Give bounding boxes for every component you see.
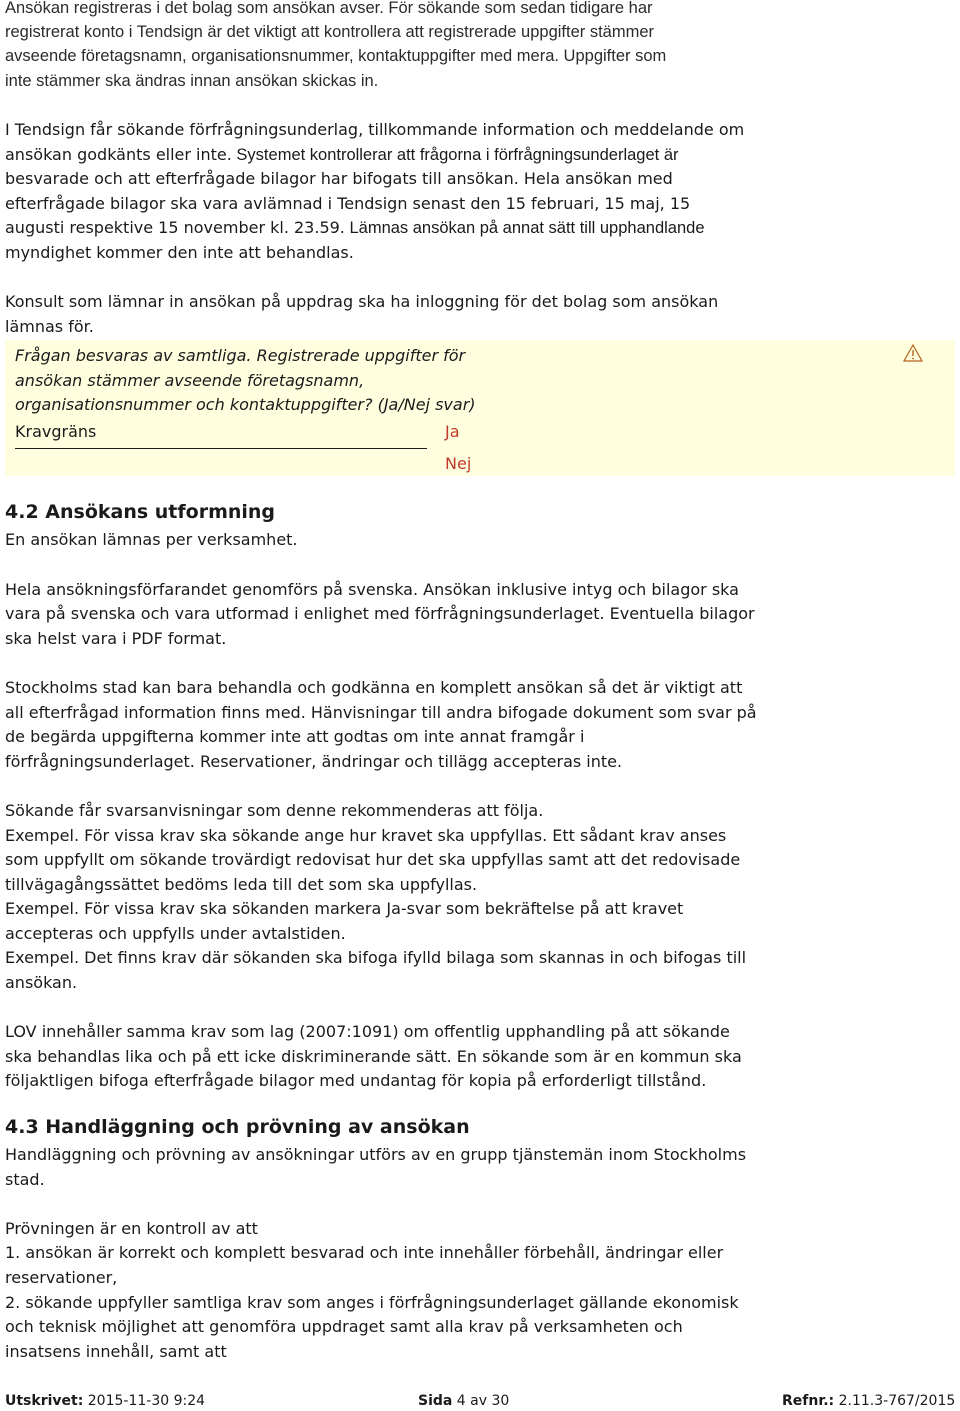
section-4-3-p2-l4: 2. sökande uppfyller samtliga krav som anges i förfrågningsunderlaget gällande ekonomisk (5, 1293, 739, 1312)
section-4-2-p2-l1: Hela ansökningsförfarandet genomförs på svenska. Ansökan inklusive intyg och bilagor ska (5, 580, 739, 599)
section-4-2-p4-l7: Exempel. Det finns krav där sökanden ska bifoga ifylld bilaga som skannas in och bifogas till (5, 948, 747, 967)
kravgrans-label: Kravgräns (15, 422, 97, 441)
para2-line-2: lämnas för. (5, 317, 94, 336)
section-4-3-p2-l5: och teknisk möjlighet att genomföra uppdraget samt alla krav på verksamheten och (5, 1317, 683, 1336)
question-line-1: Frågan besvaras av samtliga. Registrerade uppgifter för (15, 346, 466, 365)
section-4-3-p1-l1: Handläggning och prövning av ansökningar utförs av en grupp tjänstemän inom Stockholms (5, 1145, 747, 1164)
section-4-3-p1-l2: stad. (5, 1170, 45, 1189)
section-4-2-p3-l3: de begärda uppgifterna kommer inte att godtas om inte annat framgår i (5, 727, 585, 746)
intro-line-4: inte stämmer ska ändras innan ansökan skickas in. (5, 72, 379, 90)
question-line-2: ansökan stämmer avseende företagsnamn, (15, 370, 365, 390)
section-4-2-p5-l3: följaktligen bifoga efterfrågade bilagor med undantag för kopia på erforderligt tillstånd. (5, 1071, 707, 1090)
section-4-2-p1: En ansökan lämnas per verksamhet. (5, 530, 298, 549)
section-4-2-p4-l4: tillvägagångssättet bedöms leda till det som ska uppfyllas. (5, 875, 478, 894)
section-4-3-p2-l3: reservationer, (5, 1268, 118, 1287)
section-4-3-p2-l2: 1. ansökan är korrekt och komplett besvarad och inte innehåller förbehåll, ändringar eller (5, 1243, 724, 1262)
question-line-3: organisationsnummer och kontaktuppgifter? (Ja/Nej svar) (15, 395, 476, 414)
para1-line-6: myndighet kommer den inte att behandlas. (5, 243, 354, 262)
section-4-2-p3-l1: Stockholms stad kan bara behandla och godkänna en komplett ansökan så det är viktigt att (5, 678, 743, 697)
para1-line-2: ansökan godkänts eller inte. Systemet kontrollerar att frågorna i förfrågningsunderlaget är (5, 145, 679, 164)
section-4-2-p4-l1: Sökande får svarsanvisningar som denne rekommenderas att följa. (5, 801, 544, 820)
warning-icon (903, 344, 923, 362)
section-4-3-p2-l6: insatsens innehåll, samt att (5, 1342, 227, 1361)
section-4-2-p5-l2: ska behandlas lika och på ett icke diskriminerande sätt. En sökande som är en kommun ska (5, 1047, 742, 1066)
section-4-2-p4-l5: Exempel. För vissa krav ska sökanden markera Ja-svar som bekräftelse på att kravet (5, 899, 684, 918)
section-4-3-p2-l1: Prövningen är en kontroll av att (5, 1219, 258, 1238)
requirement-question-box (5, 340, 955, 476)
footer-page-number: Sida 4 av 30 (418, 1393, 510, 1409)
section-4-2-p4-l2: Exempel. För vissa krav ska sökande ange hur kravet ska uppfyllas. Ett sådant krav anses (5, 826, 727, 845)
intro-line-2: registrerat konto i Tendsign är det viktigt att kontrollera att registrerade uppgifter stämmer (5, 23, 655, 41)
para1-line-4: efterfrågade bilagor ska vara avlämnad i Tendsign senast den 15 februari, 15 maj, 15 (5, 194, 691, 213)
section-4-2-p4-l8: ansökan. (5, 973, 78, 992)
section-4-2-p3-l4: förfrågningsunderlaget. Reservationer, ändringar och tillägg accepteras inte. (5, 752, 623, 771)
para1-line-5: augusti respektive 15 november kl. 23.59. Lämnas ansökan på annat sätt till upphandlande (5, 218, 705, 237)
intro-line-3: avseende företagsnamn, organisationsnummer, kontaktuppgifter med mera. Uppgifter som (5, 47, 667, 65)
intro-line-1: Ansökan registreras i det bolag som ansökan avser. För sökande som sedan tidigare har (5, 0, 653, 17)
section-4-2-p2-l3: ska helst vara i PDF format. (5, 629, 227, 648)
footer-reference: Refnr.: 2.11.3-767/2015 (782, 1393, 956, 1409)
section-4-2-p2-l2: vara på svenska och vara utformad i enlighet med förfrågningsunderlaget. Eventuella bilagor (5, 604, 755, 623)
section-4-3-heading: 4.3 Handläggning och prövning av ansökan (5, 1116, 470, 1138)
section-4-2-p4-l3: som uppfyllt om sökande trovärdigt redovisat hur det ska uppfyllas samt att det redovisade (5, 850, 741, 869)
section-4-2-heading: 4.2 Ansökans utformning (5, 501, 276, 523)
option-no[interactable]: Nej (445, 454, 472, 473)
section-4-2-p4-l6: accepteras och uppfylls under avtalstiden. (5, 924, 346, 943)
para2-line-1: Konsult som lämnar in ansökan på uppdrag ska ha inloggning för det bolag som ansökan (5, 292, 719, 311)
section-4-2-p5-l1: LOV innehåller samma krav som lag (2007:1091) om offentlig upphandling på att sökande (5, 1022, 730, 1041)
section-4-2-p3-l2: all efterfrågad information finns med. Hänvisningar till andra bifogade dokument som svar på (5, 703, 757, 722)
para1-line-1: I Tendsign får sökande förfrågningsunderlag, tillkommande information och meddelande om (5, 120, 745, 139)
question-text (15, 344, 535, 418)
footer-printed: Utskrivet: 2015-11-30 9:24 (5, 1393, 206, 1409)
kravgrans-underline (15, 448, 427, 449)
option-yes[interactable]: Ja (445, 422, 460, 441)
para1-line-3: besvarade och att efterfrågade bilagor har bifogats till ansökan. Hela ansökan med (5, 169, 673, 188)
